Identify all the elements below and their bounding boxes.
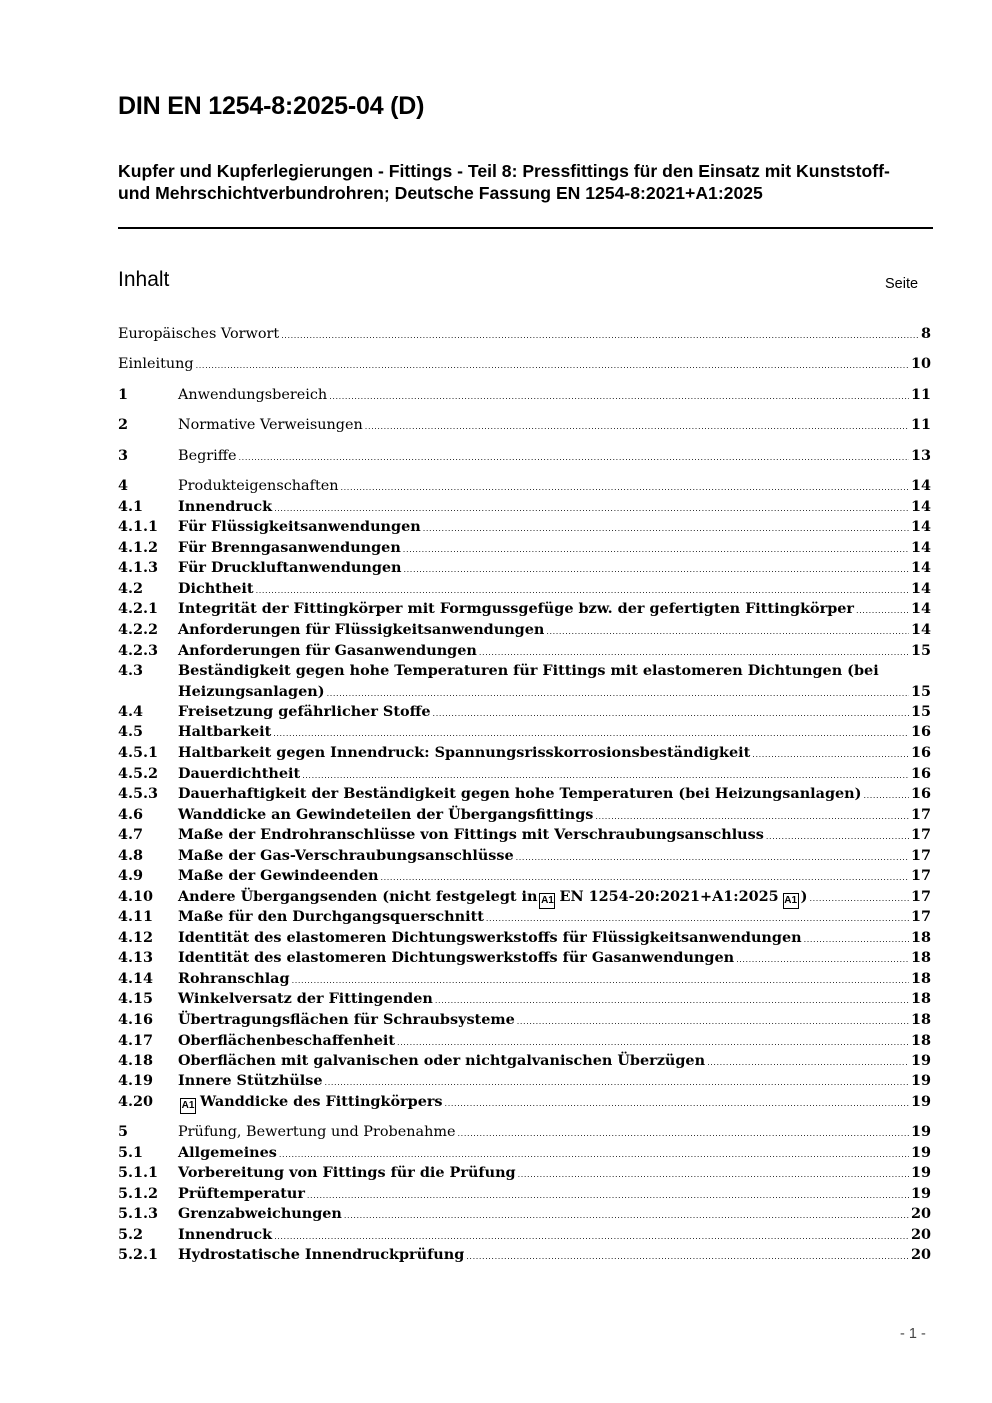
toc-entry[interactable] [118,324,931,344]
toc-entry-number: 4.3 [118,662,144,679]
toc-entry-page: 19 [910,1123,931,1140]
toc-entry-number: 4.20 [118,1093,154,1110]
toc-entry[interactable] [118,887,931,907]
toc-dot-leader [752,743,909,765]
toc-dot-leader [274,1225,909,1247]
toc-entry-page: 16 [910,744,931,761]
toc-dot-leader [595,805,909,827]
toc-entry-number: 4.11 [118,908,154,925]
toc-entry[interactable] [118,1051,931,1071]
toc-entry[interactable] [118,517,931,537]
toc-entry-number: 4.5.2 [118,765,159,782]
toc-dot-leader [466,1245,909,1267]
toc-entry-title: Dauerdichtheit [178,765,301,782]
toc-dot-leader [435,989,909,1011]
toc-entry-page: 17 [910,806,931,823]
toc-dot-leader [445,1092,909,1114]
toc-dot-leader [281,324,919,346]
toc-entry-page: 20 [910,1246,931,1263]
toc-entry-page: 10 [910,355,931,372]
toc-entry-title: Oberflächen mit galvanischen oder nichtgalvanischen Überzügen [178,1052,706,1069]
toc-entry-number: 4.2 [118,580,144,597]
toc-entry-title: Beständigkeit gegen hohe Temperaturen für Fittings mit elastomeren Dichtungen (bei [178,662,879,679]
toc-entry-title: Maße der Endrohranschlüsse von Fittings mit Verschraubungsanschluss [178,826,764,843]
toc-entry-number: 4.1.1 [118,518,159,535]
toc-entry-page: 19 [910,1164,931,1181]
toc-dot-leader [365,415,909,437]
toc-entry[interactable] [118,1245,931,1265]
toc-entry[interactable] [118,969,931,989]
toc-entry-number: 5.1.3 [118,1205,159,1222]
toc-entry[interactable] [118,620,931,640]
toc-entry-number: 4.10 [118,888,154,905]
toc-entry-page: 19 [910,1185,931,1202]
toc-heading: Inhalt [118,268,170,291]
toc-entry-title: Innendruck [178,1226,273,1243]
toc-entry-number: 4.5 [118,723,144,740]
toc-entry-page: 18 [910,1032,931,1049]
toc-entry-title: Maße der Gewindeenden [178,867,379,884]
toc-entry[interactable] [118,661,931,700]
toc-entry[interactable] [118,1163,931,1183]
amendment-start-icon: A1 [180,1098,196,1114]
toc-dot-leader [380,866,909,888]
toc-entry-number: 4.2.1 [118,600,159,617]
toc-entry-title: Begriffe [178,448,237,464]
toc-entry-title: Maße für den Durchgangsquerschnitt [178,908,484,925]
toc-entry-number: 4.14 [118,970,154,987]
toc-dot-leader [274,497,909,519]
toc-entry-number: 4.6 [118,806,144,823]
document-subtitle: Kupfer und Kupferlegierungen - Fittings - Teil 8: Pressfittings für den Einsatz mit Kunststoff- und Mehrschichtverbundrohren; Deutsche Fassung EN 1254-8:2021+A1:2025 [118,161,890,203]
toc-entry-page: 15 [910,683,931,700]
toc-entry-number: 4.16 [118,1011,154,1028]
toc-entry-number: 4.2.3 [118,642,159,659]
toc-entry-title: Prüftemperatur [178,1185,305,1202]
toc-dot-leader [325,1071,909,1093]
toc-entry-title: Wanddicke an Gewindeteilen der Übergangsfittings [178,806,594,823]
toc-entry-number: 4.12 [118,929,154,946]
toc-entry[interactable] [118,1225,931,1245]
title-rule [118,227,933,229]
toc-entry-title: Dauerhaftigkeit der Beständigkeit gegen hohe Temperaturen (bei Heizungsanlagen) [178,785,862,802]
toc-entry[interactable] [118,579,931,599]
toc-entry-page: 16 [910,765,931,782]
toc-entry-number: 5.2 [118,1226,144,1243]
document-title: DIN EN 1254-8:2025-04 (D) [118,92,425,120]
toc-entry[interactable] [118,1010,931,1030]
toc-dot-leader [546,620,909,642]
toc-dot-leader [707,1051,909,1073]
toc-entry-page: 19 [910,1052,931,1069]
toc-entry[interactable] [118,743,931,763]
toc-entry[interactable] [118,928,931,948]
toc-entry[interactable] [118,476,931,496]
toc-dot-leader [329,385,909,407]
toc-entry-number: 4.9 [118,867,144,884]
toc-entry[interactable] [118,866,931,886]
toc-entry-title: Einleitung [118,356,194,372]
toc-entry-page: 15 [910,642,931,659]
toc-entry-title: Anwendungsbereich [178,387,328,403]
toc-entry-page: 18 [910,949,931,966]
toc-dot-leader [458,1122,909,1144]
toc-entry-number: 4.18 [118,1052,154,1069]
toc-entry[interactable] [118,446,931,466]
toc-entry-title: Allgemeines [178,1144,277,1161]
toc-entry-number: 4.19 [118,1072,154,1089]
toc-entry-number: 4.13 [118,949,154,966]
toc-entry[interactable] [118,1071,931,1091]
toc-entry[interactable] [118,558,931,578]
toc-dot-leader [479,641,909,663]
amendment-start-icon: A1 [539,893,555,909]
toc-entry[interactable] [118,1184,931,1204]
toc-dot-leader [344,1204,909,1226]
toc-entry-page: 15 [910,703,931,720]
toc-dot-leader [766,825,909,847]
toc-entry[interactable] [118,354,931,374]
toc-entry[interactable] [118,825,931,845]
amendment-end-icon: A1 [783,893,799,909]
toc-entry-page: 19 [910,1072,931,1089]
toc-dot-leader [809,887,909,909]
toc-entry-number: 5.1 [118,1144,144,1161]
toc-entry-page: 14 [910,580,931,597]
toc-entry-page: 20 [910,1205,931,1222]
toc-entry[interactable] [118,538,931,558]
toc-entry-title: Innere Stützhülse [178,1072,323,1089]
toc-entry-page: 18 [910,970,931,987]
toc-dot-leader [327,682,909,704]
toc-entry-page: 14 [910,539,931,556]
toc-entry[interactable] [118,1031,931,1051]
toc-entry-page: 17 [910,826,931,843]
toc-dot-leader [804,928,909,950]
toc-dot-leader [239,446,909,468]
toc-entry-page: 14 [910,621,931,638]
toc-entry-page: 17 [910,847,931,864]
toc-dot-leader [736,948,909,970]
toc-entry-title: Für Brenngasanwendungen [178,539,401,556]
toc-entry-title: Produkteigenschaften [178,478,339,494]
toc-dot-leader [518,1163,909,1185]
toc-entry[interactable] [118,907,931,927]
toc-dot-leader [302,764,909,786]
toc-entry-number: 4.7 [118,826,144,843]
toc-entry-title: Innendruck [178,498,273,515]
toc-dot-leader [341,476,909,498]
toc-entry-number: 4.1.2 [118,539,159,556]
toc-entry-title: Für Flüssigkeitsanwendungen [178,518,421,535]
toc-entry-title: Haltbarkeit [178,723,272,740]
toc-entry-page: 14 [910,477,931,494]
page-number: - 1 - [900,1326,926,1342]
toc-entry-number: 4.17 [118,1032,154,1049]
toc-entry-page: 19 [910,1093,931,1110]
toc-entry-page: 13 [910,447,931,464]
toc-entry[interactable] [118,989,931,1009]
toc-entry-page: 14 [910,498,931,515]
toc-entry-title: Rohranschlag [178,970,290,987]
toc-entry-number: 5.2.1 [118,1246,159,1263]
toc-entry-page: 11 [910,386,931,403]
toc-dot-leader [516,846,909,868]
toc-entry[interactable] [118,1122,931,1142]
toc-dot-leader [307,1184,909,1206]
toc-dot-leader [256,579,909,601]
toc-entry-page: 14 [910,600,931,617]
toc-dot-leader [433,702,909,724]
toc-entry[interactable] [118,1092,931,1112]
toc-entry[interactable] [118,764,931,784]
toc-dot-leader [517,1010,909,1032]
toc-entry-number: 5 [118,1123,129,1140]
toc-entry[interactable] [118,722,931,742]
toc-entry-number: 4.4 [118,703,144,720]
toc-entry-title: Oberflächenbeschaffenheit [178,1032,395,1049]
toc-entry-page: 14 [910,559,931,576]
toc-entry-title: Integrität der Fittingkörper mit Formgussgefüge bzw. der gefertigten Fittingkörper [178,600,855,617]
toc-entry-title: Andere Übergangsenden (nicht festgelegt in A1 EN 1254-20:2021+A1:2025 A1 ) [178,887,807,909]
toc-entry-number: 4.1.3 [118,559,159,576]
toc-entry-number: 1 [118,386,129,403]
toc-entry-title: Identität des elastomeren Dichtungswerkstoffs für Gasanwendungen [178,949,735,966]
toc-entry[interactable] [118,1143,931,1163]
toc-entry-page: 14 [910,518,931,535]
toc-entry-title: Identität des elastomeren Dichtungswerkstoffs für Flüssigkeitsanwendungen [178,929,802,946]
toc-entry-title: Normative Verweisungen [178,417,363,433]
toc-entry-title: Übertragungsflächen für Schraubsysteme [178,1011,515,1028]
toc-entry-number: 3 [118,447,129,464]
toc-entry-number: 2 [118,416,129,433]
toc-entry[interactable] [118,497,931,517]
toc-entry[interactable] [118,948,931,968]
toc-entry-number: 4.1 [118,498,144,515]
toc-entry-page: 11 [910,416,931,433]
toc-entry-title: Winkelversatz der Fittingenden [178,990,433,1007]
toc-entry[interactable] [118,846,931,866]
toc-entry-title: Anforderungen für Gasanwendungen [178,642,477,659]
toc-entry-page: 17 [910,888,931,905]
toc-entry-page: 18 [910,929,931,946]
toc-entry-number: 4.8 [118,847,144,864]
toc-dot-leader [423,517,909,539]
toc-entry-number: 5.1.2 [118,1185,159,1202]
toc-entry[interactable] [118,805,931,825]
toc-entry-title: Für Druckluftanwendungen [178,559,402,576]
toc-dot-leader [273,722,909,744]
toc-dot-leader [292,969,909,991]
toc-entry[interactable] [118,1204,931,1224]
toc-entry-title: Dichtheit [178,580,254,597]
toc-entry[interactable] [118,385,931,405]
toc-page-label: Seite [885,276,919,292]
toc-entry[interactable] [118,784,931,804]
toc-entry-number: 4.5.1 [118,744,159,761]
toc-entry-title: Anforderungen für Flüssigkeitsanwendungen [178,621,545,638]
toc-entry-title: Maße der Gas-Verschraubungsanschlüsse [178,847,514,864]
toc-entry-title: Hydrostatische Innendruckprüfung [178,1246,465,1263]
toc-dot-leader [863,784,909,806]
toc-entry-title: Prüfung, Bewertung und Probenahme [178,1124,456,1140]
toc-entry-page: 17 [910,867,931,884]
toc-entry-title-continuation: Heizungsanlagen) [178,683,325,700]
toc-dot-leader [404,558,909,580]
toc-dot-leader [856,599,909,621]
toc-dot-leader [196,354,909,376]
toc-entry-title: Freisetzung gefährlicher Stoffe [178,703,431,720]
toc-entry-page: 20 [910,1226,931,1243]
toc-entry-page: 16 [910,723,931,740]
toc-entry-page: 18 [910,1011,931,1028]
toc-entry-page: 17 [910,908,931,925]
toc-dot-leader [397,1031,909,1053]
toc-entry-number: 4.5.3 [118,785,159,802]
toc-dot-leader [403,538,909,560]
toc-dot-leader [279,1143,909,1165]
toc-entry-title: Europäisches Vorwort [118,326,280,342]
toc-entry-title: Haltbarkeit gegen Innendruck: Spannungsrisskorrosionsbeständigkeit [178,744,751,761]
toc-dot-leader [486,907,909,929]
toc-entry[interactable] [118,641,931,661]
toc-entry[interactable] [118,702,931,722]
toc-entry-number: 4.2.2 [118,621,159,638]
toc-entry-number: 5.1.1 [118,1164,159,1181]
toc-entry-page: 19 [910,1144,931,1161]
toc-entry-number: 4.15 [118,990,154,1007]
toc-entry-page: 16 [910,785,931,802]
toc-entry-title: A1 Wanddicke des Fittingkörpers [178,1092,443,1114]
toc-entry-page: 18 [910,990,931,1007]
toc-entry-number: 4 [118,477,129,494]
toc-entry-title: Grenzabweichungen [178,1205,342,1222]
toc-entry[interactable] [118,599,931,619]
toc-entry-title: Vorbereitung von Fittings für die Prüfung [178,1164,516,1181]
toc-entry-page: 8 [920,325,931,342]
toc-entry[interactable] [118,415,931,435]
